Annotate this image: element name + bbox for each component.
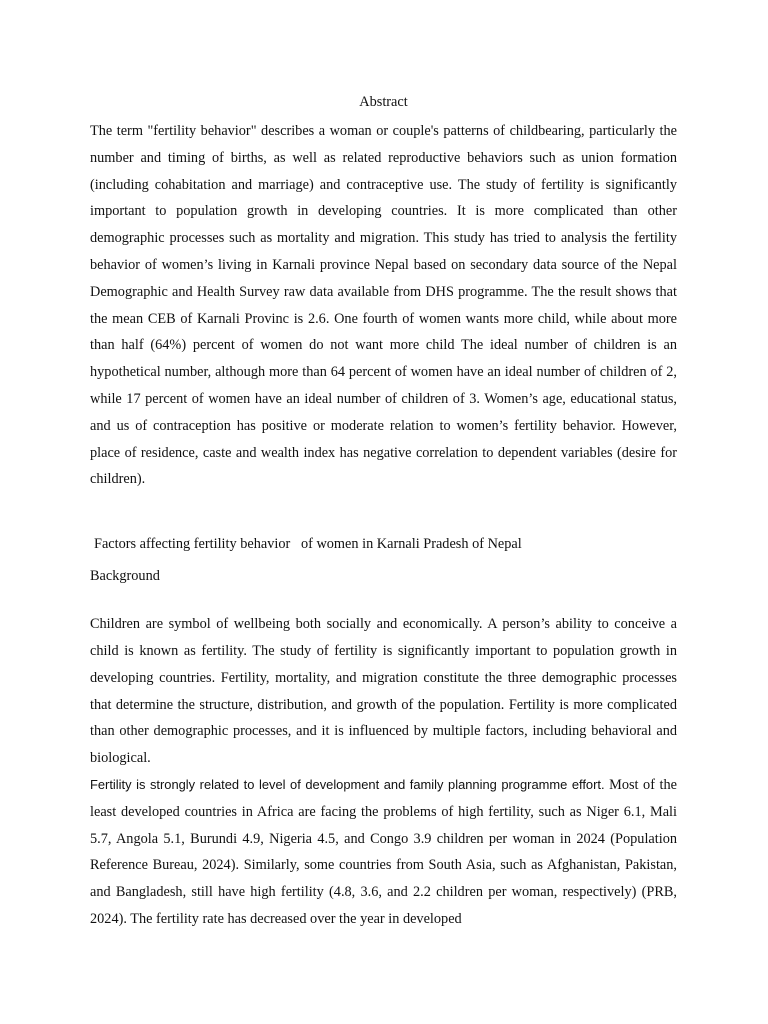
background-heading: Background xyxy=(90,568,160,585)
abstract-body: The term "fertility behavior" describes a woman or couple's patterns of childbearing, particularly the number and timing of births, as well as related reproductive behaviors such as union formation (including cohabitation and marriage) and contraceptive use. The study of fertility is significantly important to population growth in developing countries. It is more complicated than other demographic processes such as mortality and migration. This study has tried to analysis the fertility behavior of women’s living in Karnali province Nepal based on secondary data source of the Nepal Demographic and Health Survey raw data available from DHS programme. The the result shows that the mean CEB of Karnali Provinc is 2.6. One fourth of women wants more child, while about more than half (64%) percent of women do not want more child The ideal number of children is an hypothetical number, although more than 64 percent of women have an ideal number of children of 2, while 17 percent of women have an ideal number of children of 3. Women’s age, educational status, and us of contraception has positive or moderate relation to women’s fertility behavior. However, place of residence, caste and wealth index has negative correlation to dependent variables (desire for children). xyxy=(90,123,677,488)
paper-title: Factors affecting fertility behavior of women in Karnali Pradesh of Nepal xyxy=(94,536,522,553)
paragraph-2-rest: Most of the least developed countries in Africa are facing the problems of high fertility, such as Niger 6.1, Mali 5.7, Angola 5.1, Burundi 4.9, Nigeria 4.5, and Congo 3.9 children per woman in 2024 (Population Reference Bureau, 2024). Similarly, some countries from South Asia, such as Afghanistan, Pakistan, and Bangladesh, still have high fertility (4.8, 3.6, and 2.2 children per woman, respectively) (PRB, 2024). The fertility rate has decreased over the year in developed xyxy=(90,776,677,927)
paragraph-2-lead: Fertility is strongly related to level of development and family planning programme effort. xyxy=(90,776,605,792)
abstract-heading: Abstract xyxy=(359,94,408,110)
background-paragraph-1: Children are symbol of wellbeing both socially and economically. A person’s ability to conceive a child is known as fertility. The study of fertility is significantly important to population growth in developing countries. Fertility, mortality, and migration constitute the three demographic processes that determine the structure, distribution, and growth of the population. Fertility is more complicated than other demographic processes, and it is influenced by multiple factors, including behavioral and biological. xyxy=(90,616,677,767)
document-page xyxy=(90,92,677,933)
background-paragraph-2 xyxy=(90,772,677,933)
